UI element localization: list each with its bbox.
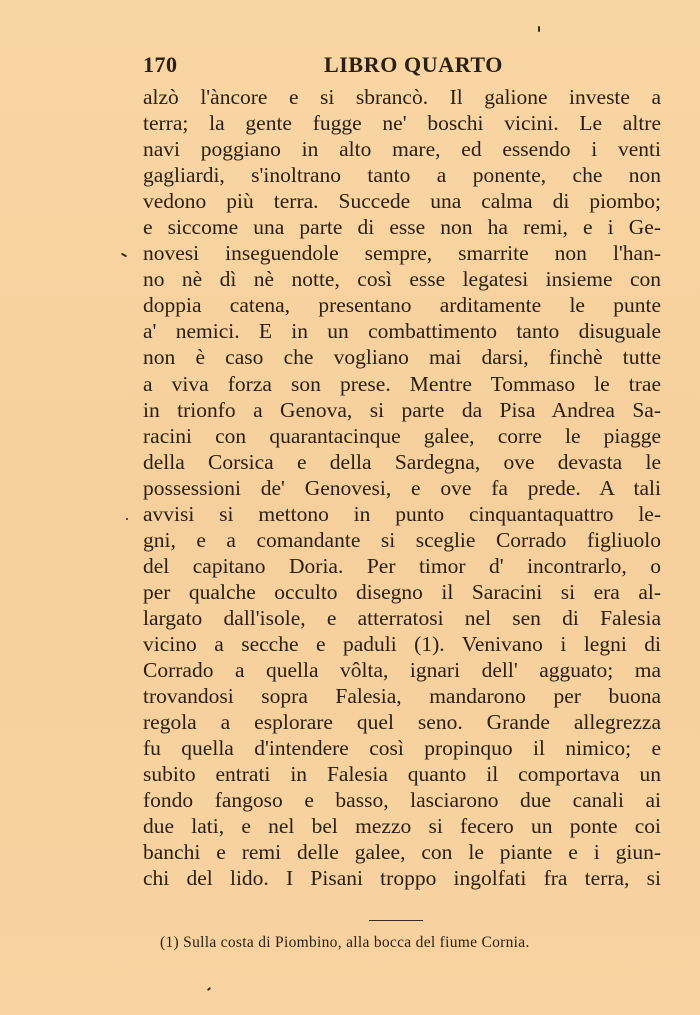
text-line: vedono più terra. Succede una calma di piombo; <box>143 189 661 214</box>
ink-speck <box>207 987 211 991</box>
body-text <box>143 84 661 891</box>
text-line: in trionfo a Genova, si parte da Pisa Andrea Sa- <box>143 397 661 422</box>
text-line: vicino a secche e paduli (1). Venivano i legni di <box>143 631 661 656</box>
text-line: avvisi si mettono in punto cinquantaquattro le- <box>143 501 661 526</box>
page-number: 170 <box>143 52 178 77</box>
text-line: a' nemici. E in un combattimento tanto disuguale <box>143 319 661 344</box>
text-line: novesi inseguendole sempre, smarrite non l'han- <box>143 241 661 266</box>
text-line: non è caso che vogliano mai darsi, finchè tutte <box>143 345 661 370</box>
text-line: regola a esplorare quel seno. Grande allegrezza <box>143 710 661 735</box>
ink-speck <box>121 253 127 258</box>
text-line: trovandosi sopra Falesia, mandarono per buona <box>143 684 661 709</box>
text-line: Corrado a quella vôlta, ignari dell' agguato; ma <box>143 658 661 683</box>
text-line: alzò l'àncore e si sbrancò. Il galione investe a <box>143 85 661 109</box>
footnote: (1) Sulla costa di Piombino, alla bocca del fiume Cornia. <box>160 934 530 951</box>
text-line: largato dall'isole, e atterratosi nel sen di Falesia <box>143 605 661 630</box>
text-line: della Corsica e della Sardegna, ove devasta le <box>143 449 661 474</box>
text-line: terra; la gente fugge ne' boschi vicini. Le altre <box>143 111 661 136</box>
text-line: navi poggiano in alto mare, ed essendo i venti <box>143 137 661 162</box>
text-line: gni, e a comandante si sceglie Corrado figliuolo <box>143 527 661 552</box>
text-line: chi del lido. I Pisani troppo ingolfati fra terra, si <box>143 866 661 891</box>
text-line: banchi e remi delle galee, con le piante e i giun- <box>143 840 661 865</box>
text-line: fondo fangoso e basso, lasciarono due canali ai <box>143 788 661 813</box>
page-header <box>143 52 663 82</box>
ink-speck <box>538 26 540 32</box>
text-line: gagliardi, s'inoltrano tanto a ponente, che non <box>143 163 661 188</box>
running-title: LIBRO QUARTO <box>324 52 503 77</box>
text-line: e siccome una parte di esse non ha remi, e i Ge- <box>143 215 661 240</box>
text-line: no nè dì nè notte, così esse legatesi insieme con <box>143 267 661 292</box>
text-line: possessioni de' Genovesi, e ove fa prede. A tali <box>143 475 661 500</box>
text-line: a viva forza son prese. Mentre Tommaso le trae <box>143 371 661 396</box>
footnote-separator <box>369 920 423 921</box>
ink-speck <box>126 518 128 520</box>
text-line: racini con quarantacinque galee, corre le piagge <box>143 423 661 448</box>
text-line: due lati, e nel bel mezzo si fecero un ponte coi <box>143 814 661 839</box>
text-line: fu quella d'intendere così propinquo il nimico; e <box>143 736 661 761</box>
text-line: del capitano Doria. Per timor d' incontrarlo, o <box>143 553 661 578</box>
text-line: doppia catena, presentano arditamente le punte <box>143 293 661 318</box>
text-line: per qualche occulto disegno il Saracini si era al- <box>143 579 661 604</box>
text-line: subito entrati in Falesia quanto il comportava un <box>143 762 661 787</box>
